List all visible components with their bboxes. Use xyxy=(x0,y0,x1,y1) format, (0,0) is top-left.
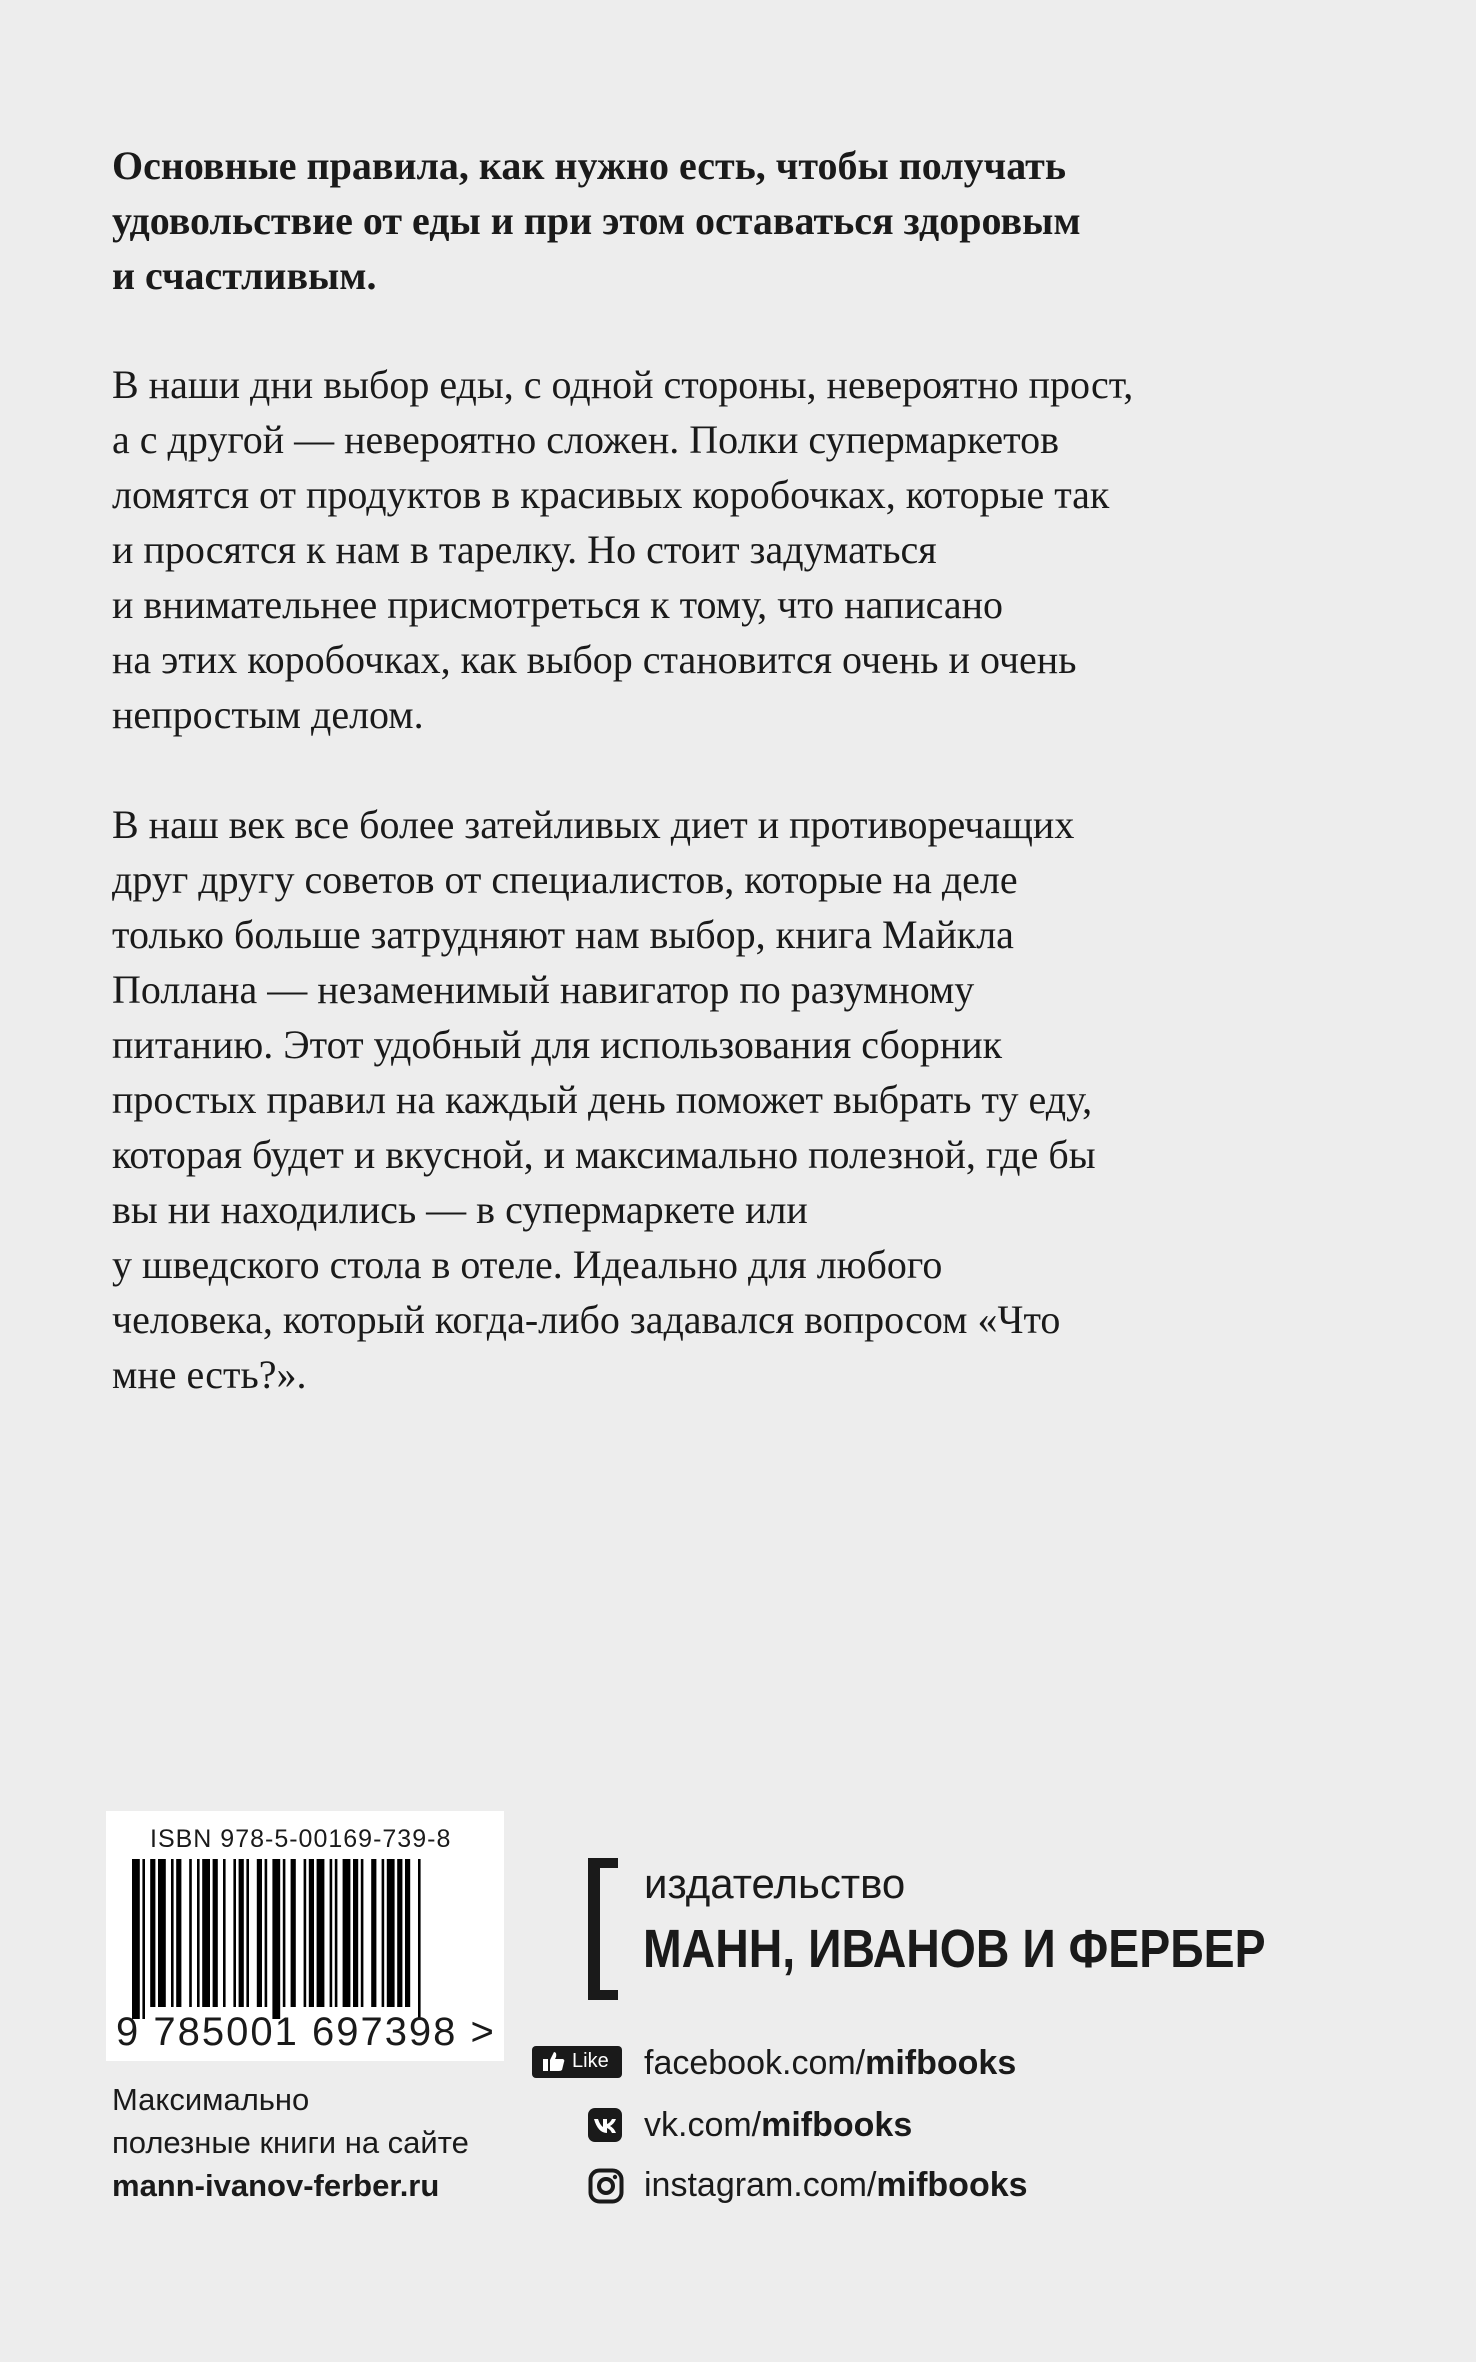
paragraph-line: только больше затрудняют нам выбор, книга Майкла xyxy=(112,912,1014,957)
barcode-bar xyxy=(405,1859,410,2007)
paragraph-line: В наши дни выбор еды, с одной стороны, невероятно прост, xyxy=(112,362,1134,407)
site-url-link[interactable]: mann-ivanov-ferber.ru xyxy=(112,2168,440,2203)
intro-line: и счастливым. xyxy=(112,253,377,298)
barcode-bar xyxy=(397,1859,402,2007)
barcode-bar xyxy=(387,1859,395,2007)
paragraph-line: простых правил на каждый день поможет выбрать ту еду, xyxy=(112,1077,1093,1122)
barcode-bar xyxy=(246,1859,249,2007)
facebook-prefix: facebook.com/ xyxy=(644,2044,866,2082)
barcode-box xyxy=(106,1811,504,2061)
barcode-digits: 9 785001 697398 > xyxy=(116,2010,496,2054)
vk-prefix: vk.com/ xyxy=(644,2106,762,2144)
bracket-icon xyxy=(588,1858,618,2000)
paragraph-line: человека, который когда-либо задавался вопросом «Что xyxy=(112,1297,1061,1342)
barcode-bar xyxy=(223,1859,226,2007)
paragraph-line: В наш век все более затейливых диет и противоречащих xyxy=(112,802,1075,847)
barcode-bar xyxy=(335,1859,338,2007)
barcode-bar xyxy=(382,1859,385,2007)
barcode-bar xyxy=(272,1859,280,2019)
vk-link-text xyxy=(644,2106,912,2145)
paragraph-line: Поллана — незаменимый навигатор по разумному xyxy=(112,967,975,1012)
site-promo-line: полезные книги на сайте xyxy=(112,2125,469,2160)
barcode-bar xyxy=(418,1859,421,2019)
barcode-bar xyxy=(353,1859,358,2007)
barcode-bar xyxy=(343,1859,351,2007)
barcode-bar xyxy=(176,1859,181,2007)
paragraph-line: а с другой — невероятно сложен. Полки супермаркетов xyxy=(112,417,1059,462)
paragraph-line: мне есть?». xyxy=(112,1352,307,1397)
barcode-bar xyxy=(171,1859,174,2007)
site-promo xyxy=(112,2078,469,2207)
vk-icon xyxy=(588,2108,622,2142)
facebook-link-text xyxy=(644,2044,1016,2083)
thumbs-up-icon xyxy=(542,2050,566,2072)
barcode-bar xyxy=(158,1859,166,2007)
instagram-icon xyxy=(588,2168,624,2204)
barcode-bar xyxy=(202,1859,210,2007)
paragraph-line: друг другу советов от специалистов, которые на деле xyxy=(112,857,1018,902)
paragraph-line: ломятся от продуктов в красивых коробочках, которые так xyxy=(112,472,1110,517)
barcode-bar xyxy=(233,1859,236,2007)
barcode-bar xyxy=(189,1859,192,2007)
paragraph-line: которая будет и вкусной, и максимально полезной, где бы xyxy=(112,1132,1096,1177)
barcode-bar xyxy=(132,1859,140,2019)
barcode-bar xyxy=(265,1859,268,2007)
paragraph-line: вы ни находились — в супермаркете или xyxy=(112,1187,808,1232)
paragraph-line: и внимательнее присмотреться к тому, что написано xyxy=(112,582,1004,627)
barcode-bar xyxy=(257,1859,262,2007)
vk-handle: mifbooks xyxy=(761,2106,913,2144)
barcode-bar xyxy=(213,1859,218,2007)
intro-line: удовольствие от еды и при этом оставаться здоровым xyxy=(112,198,1081,243)
barcode-bar xyxy=(304,1859,307,2007)
barcode-bar xyxy=(330,1859,333,2007)
barcode-bar xyxy=(239,1859,244,2007)
intro-line: Основные правила, как нужно есть, чтобы получать xyxy=(112,143,1066,188)
isbn-label: ISBN 978-5-00169-739-8 xyxy=(150,1825,452,1853)
paragraph-line: питанию. Этот удобный для использования сборник xyxy=(112,1022,1003,1067)
barcode-bar xyxy=(291,1859,296,2007)
barcode-bar xyxy=(317,1859,325,2007)
like-badge xyxy=(532,2046,622,2078)
intro-text xyxy=(112,138,1352,303)
instagram-handle: mifbooks xyxy=(876,2166,1028,2204)
paragraph-2 xyxy=(112,797,1352,1402)
paragraph-line: непростым делом. xyxy=(112,692,424,737)
paragraph-1 xyxy=(112,357,1352,742)
barcode-bar xyxy=(197,1859,200,2007)
paragraph-line: и просятся к нам в тарелку. Но стоит задуматься xyxy=(112,527,937,572)
paragraph-line: на этих коробочках, как выбор становится очень и очень xyxy=(112,637,1077,682)
barcode-bar xyxy=(309,1859,314,2007)
barcode-bar xyxy=(361,1859,364,2007)
instagram-prefix: instagram.com/ xyxy=(644,2166,877,2204)
barcode-bar xyxy=(142,1859,145,2019)
like-label: Like xyxy=(572,2050,609,2072)
paragraph-line: у шведского стола в отеле. Идеально для любого xyxy=(112,1242,943,1287)
publisher-prefix: издательство xyxy=(644,1860,906,1907)
site-promo-line: Максимально xyxy=(112,2082,310,2117)
instagram-link-text xyxy=(644,2166,1028,2205)
barcode-icon xyxy=(132,1859,480,2019)
facebook-handle: mifbooks xyxy=(865,2044,1017,2082)
barcode-bar xyxy=(150,1859,155,2007)
barcode-bar xyxy=(283,1859,286,2007)
barcode-bar xyxy=(371,1859,376,2007)
publisher-name: МАНН, ИВАНОВ И ФЕРБЕР xyxy=(643,1919,1266,1979)
